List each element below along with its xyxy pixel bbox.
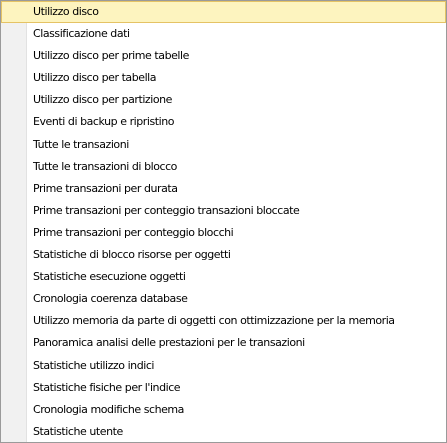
menu-item-tutte-transazioni-blocco[interactable]: Tutte le transazioni di blocco — [33, 159, 177, 173]
menu-item-utilizzo-memoria-oggetti[interactable]: Utilizzo memoria da parte di oggetti con ottimizzazione per la memoria — [33, 314, 395, 328]
menu-item-statistiche-blocco-risorse[interactable]: Statistiche di blocco risorse per oggetti — [33, 248, 231, 262]
menu-item-statistiche-esecuzione-oggetti[interactable]: Statistiche esecuzione oggetti — [33, 270, 186, 284]
menu-item-panoramica-analisi-prestazioni[interactable]: Panoramica analisi delle prestazioni per le transazioni — [33, 336, 305, 350]
menu-item-prime-transazioni-durata[interactable]: Prime transazioni per durata — [33, 181, 178, 195]
menu-item-cronologia-coerenza-database[interactable]: Cronologia coerenza database — [33, 292, 188, 306]
menu-item-statistiche-utilizzo-indici[interactable]: Statistiche utilizzo indici — [33, 358, 155, 372]
menu-item-classificazione-dati[interactable]: Classificazione dati — [33, 27, 130, 41]
menu-item-utilizzo-disco-tabella[interactable]: Utilizzo disco per tabella — [33, 71, 157, 85]
menu-item-prime-transazioni-conteggio-blocchi[interactable]: Prime transazioni per conteggio blocchi — [33, 225, 234, 239]
menu-item-eventi-backup-ripristino[interactable]: Eventi di backup e ripristino — [33, 115, 175, 129]
menu-item-prime-transazioni-transazioni-bloccate[interactable]: Prime transazioni per conteggio transazioni bloccate — [33, 203, 300, 217]
menu-items — [1, 1, 446, 443]
menu-item-statistiche-fisiche-indice[interactable]: Statistiche fisiche per l'indice — [33, 380, 181, 394]
menu-item-cronologia-modifiche-schema[interactable]: Cronologia modifiche schema — [33, 402, 184, 416]
menu-item-utilizzo-disco[interactable]: Utilizzo disco — [1, 1, 446, 23]
menu-item-utilizzo-disco-prime-tabelle[interactable]: Utilizzo disco per prime tabelle — [33, 49, 189, 63]
menu-item-utilizzo-disco-partizione[interactable]: Utilizzo disco per partizione — [33, 93, 172, 107]
menu-item-statistiche-utente[interactable]: Statistiche utente — [33, 424, 123, 438]
menu-item-tutte-transazioni[interactable]: Tutte le transazioni — [33, 137, 129, 151]
